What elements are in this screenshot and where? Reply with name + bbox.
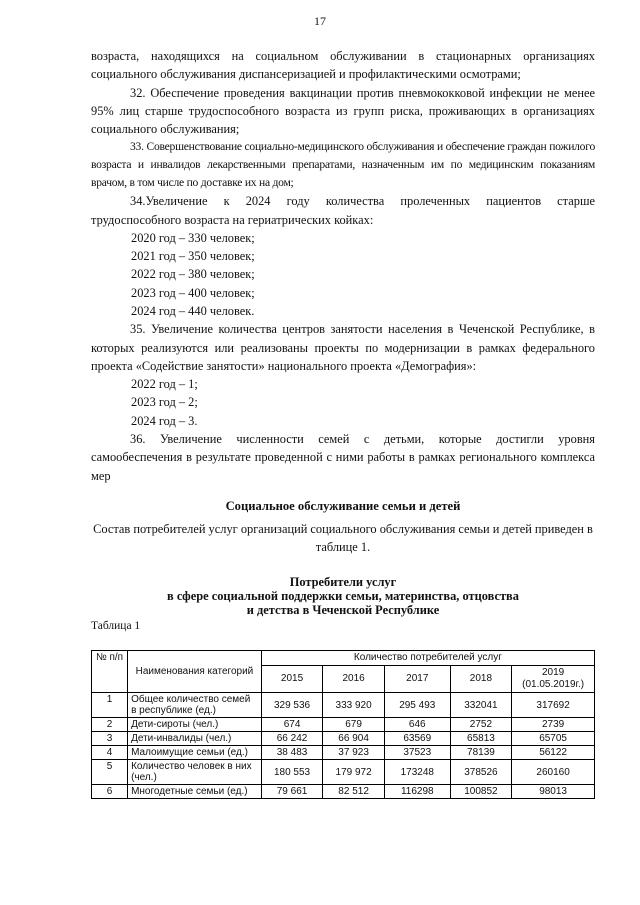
cell-value: 179 972 <box>323 760 385 785</box>
cell-value: 646 <box>384 718 450 732</box>
cell-value: 56122 <box>512 746 595 760</box>
list-item: 2024 год – 3. <box>131 413 198 428</box>
cell-value: 66 904 <box>323 732 385 746</box>
row-number: 5 <box>92 760 128 785</box>
table-caption: Таблица 1 <box>91 620 141 632</box>
list-item: 2020 год – 330 человек; <box>131 230 255 245</box>
header-number: № п/п <box>92 651 128 693</box>
list-34 <box>91 229 595 320</box>
cell-value: 66 242 <box>261 732 323 746</box>
paragraph-intro: возраста, находящихся на социальном обслуживании в стационарных организациях социального обслуживания диспансеризацией и профилактическими осмотрами; <box>91 49 595 82</box>
page-number: 17 <box>314 14 326 28</box>
cell-value: 173248 <box>384 760 450 785</box>
header-count-group: Количество потребителей услуг <box>261 651 594 666</box>
table-row <box>92 693 595 718</box>
cell-value: 2739 <box>512 718 595 732</box>
paragraph-34: 34.Увеличение к 2024 году количества пролеченных пациентов старше трудоспособного возраста на гериатрических койках: <box>91 194 595 227</box>
table-title-line: в сфере социальной поддержки семьи, материнства, отцовства <box>167 589 519 603</box>
cell-value: 98013 <box>512 785 595 799</box>
table-row <box>92 760 595 785</box>
row-number: 4 <box>92 746 128 760</box>
cell-value: 333 920 <box>323 693 385 718</box>
row-category: Дети-инвалиды (чел.) <box>128 732 262 746</box>
list-item: 2024 год – 440 человек. <box>131 303 255 318</box>
header-year: 2016 <box>323 666 385 693</box>
table-row <box>92 785 595 799</box>
row-category: Общее количество семей в республике (ед.) <box>128 693 262 718</box>
list-item: 2022 год – 1; <box>131 377 198 392</box>
row-number: 6 <box>92 785 128 799</box>
cell-value: 37 923 <box>323 746 385 760</box>
cell-value: 82 512 <box>323 785 385 799</box>
cell-value: 329 536 <box>261 693 323 718</box>
row-category: Количество человек в них (чел.) <box>128 760 262 785</box>
table-title-line: Потребители услуг <box>289 575 397 589</box>
table-row <box>92 718 595 732</box>
cell-value: 317692 <box>512 693 595 718</box>
table-title <box>91 575 595 617</box>
paragraph-36: 36. Увеличение численности семей с детьми, которые достигли уровня самообеспечения в результате проведенной с ними работы в рамках регионального комплекса мер <box>91 432 595 483</box>
document-body <box>91 47 595 485</box>
header-year: 2015 <box>261 666 323 693</box>
row-category: Дети-сироты (чел.) <box>128 718 262 732</box>
header-year: 2018 <box>450 666 512 693</box>
cell-value: 65705 <box>512 732 595 746</box>
table-row <box>92 746 595 760</box>
cell-value: 378526 <box>450 760 512 785</box>
header-year: 2017 <box>384 666 450 693</box>
paragraph-32: 32. Обеспечение проведения вакцинации против пневмококковой инфекции не менее 95% лиц старше трудоспособного возраста из групп риска, проживающих в организациях социального обслуживания; <box>91 85 595 137</box>
list-35 <box>91 375 595 430</box>
row-number: 2 <box>92 718 128 732</box>
cell-value: 78139 <box>450 746 512 760</box>
header-year: 2019 (01.05.2019г.) <box>512 666 595 693</box>
cell-value: 674 <box>261 718 323 732</box>
cell-value: 100852 <box>450 785 512 799</box>
list-item: 2021 год – 350 человек; <box>131 249 255 264</box>
row-number: 3 <box>92 732 128 746</box>
cell-value: 260160 <box>512 760 595 785</box>
list-item: 2022 год – 380 человек; <box>131 267 255 282</box>
row-number: 1 <box>92 693 128 718</box>
consumers-table <box>91 650 595 799</box>
table-row <box>92 732 595 746</box>
table-header-row <box>92 651 595 666</box>
cell-value: 180 553 <box>261 760 323 785</box>
cell-value: 295 493 <box>384 693 450 718</box>
cell-value: 37523 <box>384 746 450 760</box>
cell-value: 38 483 <box>261 746 323 760</box>
cell-value: 116298 <box>384 785 450 799</box>
cell-value: 679 <box>323 718 385 732</box>
list-item: 2023 год – 400 человек; <box>131 285 255 300</box>
paragraph-35: 35. Увеличение количества центров занятости населения в Чеченской Республике, в которых реализуются или реализованы проекты по модернизации в рамках федерального проекта «Содействие занятости» национального проекта «Демография»: <box>91 322 595 373</box>
cell-value: 65813 <box>450 732 512 746</box>
row-category: Многодетные семьи (ед.) <box>128 785 262 799</box>
cell-value: 79 661 <box>261 785 323 799</box>
cell-value: 332041 <box>450 693 512 718</box>
section-heading: Социальное обслуживание семьи и детей <box>225 499 461 513</box>
cell-value: 63569 <box>384 732 450 746</box>
section-intro: Состав потребителей услуг организаций социального обслуживания семьи и детей приведен в таблице 1. <box>93 522 593 554</box>
header-category: Наименования категорий <box>128 651 262 693</box>
list-item: 2023 год – 2; <box>131 395 198 410</box>
cell-value: 2752 <box>450 718 512 732</box>
table-title-line: и детства в Чеченской Республике <box>246 603 440 617</box>
paragraph-33: 33. Совершенствование социально-медицинского обслуживания и обеспечение граждан пожилого возраста и инвалидов лекарственными препаратами, назначенным им по медицинским показаниям врачом, в том числе по доставке их на дом; <box>91 140 595 190</box>
row-category: Малоимущие семьи (ед.) <box>128 746 262 760</box>
